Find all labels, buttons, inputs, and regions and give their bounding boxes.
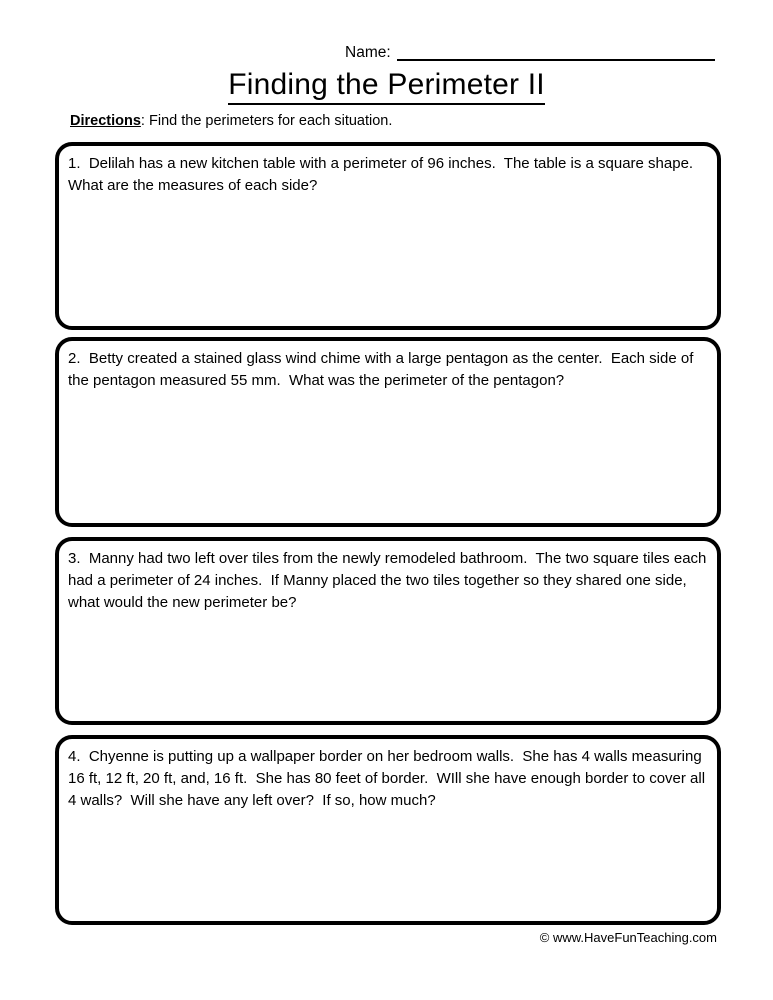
question-box-4[interactable] (55, 735, 721, 925)
question-text-1: 1. Delilah has a new kitchen table with a perimeter of 96 inches. The table is a square shape. What are the measures of each side? (68, 155, 702, 194)
question-text-3: 3. Manny had two left over tiles from the newly remodeled bathroom. The two square tiles each had a perimeter of 24 inches. If Manny placed the two tiles together so they shared one side, what would the new perimeter be? (68, 550, 711, 611)
page-title-text: Finding the Perimeter II (228, 68, 545, 105)
directions-separator: : (140, 113, 149, 129)
question-box-2[interactable] (55, 337, 721, 527)
footer-copyright: © www.HaveFunTeaching.com (539, 930, 717, 945)
name-label: Name: (345, 44, 391, 61)
name-input-blank[interactable] (397, 44, 715, 61)
question-text-2: 2. Betty created a stained glass wind chime with a large pentagon as the center. Each side of the pentagon measured 55 mm. What was the perimeter of the pentagon? (68, 350, 698, 389)
question-text-4: 4. Chyenne is putting up a wallpaper border on her bedroom walls. She has 4 walls measuring 16 ft, 12 ft, 20 ft, and, 16 ft. She has 80 feet of border. WIll she have enough border to cover all 4 walls? Will she have any left over? If so, how much? (68, 748, 710, 809)
question-box-1[interactable] (55, 142, 721, 330)
directions-text: Find the perimeters for each situation. (148, 113, 393, 129)
directions-label: Directions (70, 113, 141, 129)
name-field-row (345, 44, 715, 61)
question-box-3[interactable] (55, 537, 721, 725)
directions (70, 112, 392, 130)
page-title (0, 68, 773, 102)
